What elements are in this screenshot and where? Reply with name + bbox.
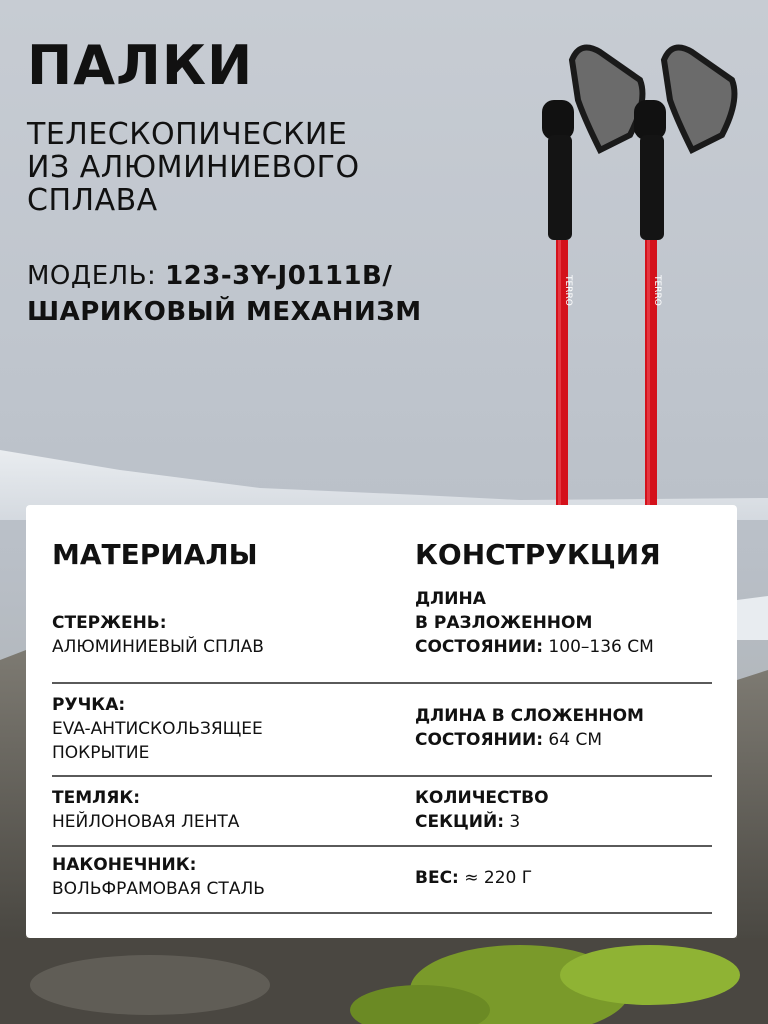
spec-label: СОСТОЯНИИ: xyxy=(415,637,544,657)
construction-title: КОНСТРУКЦИЯ xyxy=(415,538,661,571)
spec-value: ВОЛЬФРАМОВАЯ СТАЛЬ xyxy=(52,879,265,899)
row-divider xyxy=(52,775,712,777)
spec-label: ВЕС: xyxy=(415,868,459,888)
spec-length-folded xyxy=(415,704,644,752)
model-value: 123-3Y-J0111B/ xyxy=(165,261,393,291)
pole-left xyxy=(542,48,642,506)
row-divider xyxy=(52,845,712,847)
grip-right xyxy=(640,135,664,240)
subtitle-line: СПЛАВА xyxy=(27,183,158,218)
model-label: МОДЕЛЬ: xyxy=(27,261,157,291)
strap-right xyxy=(664,48,734,151)
page-title: ПАЛКИ xyxy=(27,34,254,97)
strap-left xyxy=(572,48,642,151)
model-value-line2: ШАРИКОВЫЙ МЕХАНИЗМ xyxy=(27,297,422,327)
model-info xyxy=(27,258,422,330)
brand-text-right: TERRO xyxy=(652,275,662,306)
row-divider xyxy=(52,912,712,914)
spec-value: ПОКРЫТИЕ xyxy=(52,743,150,763)
spec-label: СОСТОЯНИИ: xyxy=(415,730,544,750)
spec-shaft xyxy=(52,611,264,659)
spec-label: ДЛИНА xyxy=(415,589,486,609)
spec-value: EVA-АНТИСКОЛЬЗЯЩЕЕ xyxy=(52,719,263,739)
spec-weight xyxy=(415,866,532,890)
row-divider xyxy=(52,682,712,684)
spec-value: АЛЮМИНИЕВЫЙ СПЛАВ xyxy=(52,637,264,657)
spec-label: ТЕМЛЯК: xyxy=(52,788,141,808)
spec-label: СТЕРЖЕНЬ: xyxy=(52,613,167,633)
spec-label: ДЛИНА В СЛОЖЕННОМ xyxy=(415,706,644,726)
spec-value: 3 xyxy=(504,812,521,832)
grip-top-right xyxy=(634,100,666,140)
spec-strap xyxy=(52,786,239,834)
spec-value: 64 СМ xyxy=(543,730,603,750)
subtitle-line: ТЕЛЕСКОПИЧЕСКИЕ xyxy=(27,117,348,152)
spec-value: 100–136 СМ xyxy=(543,637,654,657)
spec-length-unfolded xyxy=(415,587,654,659)
subtitle xyxy=(27,118,360,217)
spec-label: РУЧКА: xyxy=(52,695,126,715)
spec-label: НАКОНЕЧНИК: xyxy=(52,855,197,875)
subtitle-line: ИЗ АЛЮМИНИЕВОГО xyxy=(27,150,360,185)
spec-label: СЕКЦИЙ: xyxy=(415,812,505,832)
spec-tip xyxy=(52,853,265,901)
specs-card xyxy=(26,505,737,938)
spec-handle xyxy=(52,693,263,765)
spec-label: В РАЗЛОЖЕННОМ xyxy=(415,613,593,633)
grip-left xyxy=(548,135,572,240)
materials-title: МАТЕРИАЛЫ xyxy=(52,538,258,571)
spec-label: КОЛИЧЕСТВО xyxy=(415,788,549,808)
brand-text-left: TERRO xyxy=(563,275,573,306)
grip-top-left xyxy=(542,100,574,140)
spec-value: ≈ 220 Г xyxy=(458,868,533,888)
pole-right xyxy=(634,48,734,506)
spec-sections xyxy=(415,786,549,834)
spec-value: НЕЙЛОНОВАЯ ЛЕНТА xyxy=(52,812,240,832)
